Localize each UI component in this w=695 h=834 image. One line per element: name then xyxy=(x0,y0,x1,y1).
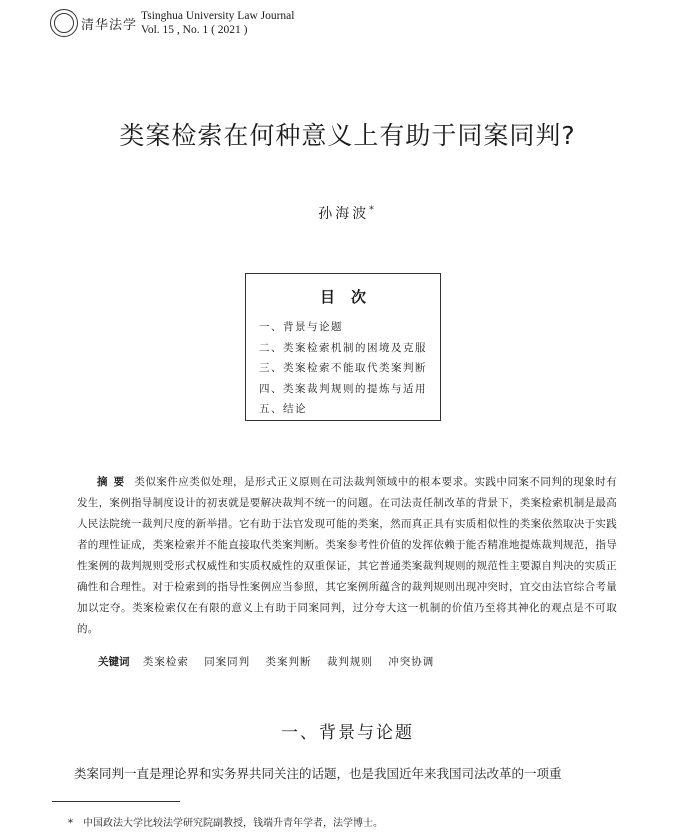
section-heading: 一、背景与论题 xyxy=(281,723,414,743)
abstract-text: 类似案件应类似处理，是形式正义原则在司法裁判领域中的根本要求。实践中同案不同判的现象时有发生，案例指导制度设计的初衷就是要解决裁判不统一的问题。在司法责任制改革的背景下，类案检索机制是最高人民法院统一裁判尺度的新举措。它有助于法官发现可能的类案，然而真正具有实质相似性的类案依然取决于实践者的理性证成，类案检索并不能直接取代类案判断。类案参考性价值的发挥依赖于能否精准地提炼裁判规范，指导性案例的裁判规则受形式权威性和实质权威性的双重保证，其它普通类案裁判规则的规范性主要源自判决的实质正确性和合理性。对于检索到的指导性案例应当参照，其它案例所蕴含的裁判规则出现冲突时，宜交由法官综合考量加以定夺。类案检索仅在有限的意义上有助于同案同判，过分夸大这一机制的价值乃至将其神化的观点是不可取的。 xyxy=(77,476,618,635)
journal-info xyxy=(141,9,294,37)
body-paragraph: 类案同判一直是理论界和实务界共同关注的话题，也是我国近年来我国司法改革的一项重 xyxy=(74,766,562,781)
university-seal-icon xyxy=(50,9,78,37)
keyword: 冲突协调 xyxy=(388,656,435,668)
footnote xyxy=(68,814,383,829)
toc-item[interactable]: 五、结论 xyxy=(259,403,307,415)
abstract-label: 摘要 xyxy=(97,476,131,488)
abstract xyxy=(77,472,617,640)
author-name: 孙海波 xyxy=(318,206,370,222)
footnote-mark: * xyxy=(68,818,73,829)
footnote-text: 中国政法大学比较法学研究院副教授，钱端升青年学者，法学博士。 xyxy=(83,818,383,829)
toc-item[interactable]: 四、类案裁判规则的提炼与适用 xyxy=(259,382,427,395)
keyword: 类案判断 xyxy=(265,656,312,668)
toc-item[interactable]: 三、类案检索不能取代类案判断 xyxy=(259,362,427,374)
article-title: 类案检索在何种意义上有助于同案同判? xyxy=(119,121,576,150)
journal-name-en: Tsinghua University Law Journal xyxy=(141,10,295,22)
footnote-divider xyxy=(52,801,180,802)
keywords-label: 关键词 xyxy=(98,656,130,668)
keyword: 同案同判 xyxy=(204,656,251,668)
journal-name-cn: 清华法学 xyxy=(81,17,138,33)
table-of-contents xyxy=(245,273,441,421)
keyword: 类案检索 xyxy=(142,656,189,668)
author-footnote-mark[interactable]: * xyxy=(369,205,377,216)
journal-volume: Vol. 15 , No. 1 ( 2021 ) xyxy=(141,24,248,36)
keywords xyxy=(98,654,446,669)
toc-item[interactable]: 二、类案检索机制的困境及克服 xyxy=(259,341,427,354)
author xyxy=(0,203,695,223)
keyword: 裁判规则 xyxy=(326,656,373,668)
journal-header xyxy=(50,6,294,40)
toc-list xyxy=(259,317,440,420)
toc-title: 目次 xyxy=(319,288,382,306)
toc-item[interactable]: 一、背景与论题 xyxy=(259,321,343,333)
